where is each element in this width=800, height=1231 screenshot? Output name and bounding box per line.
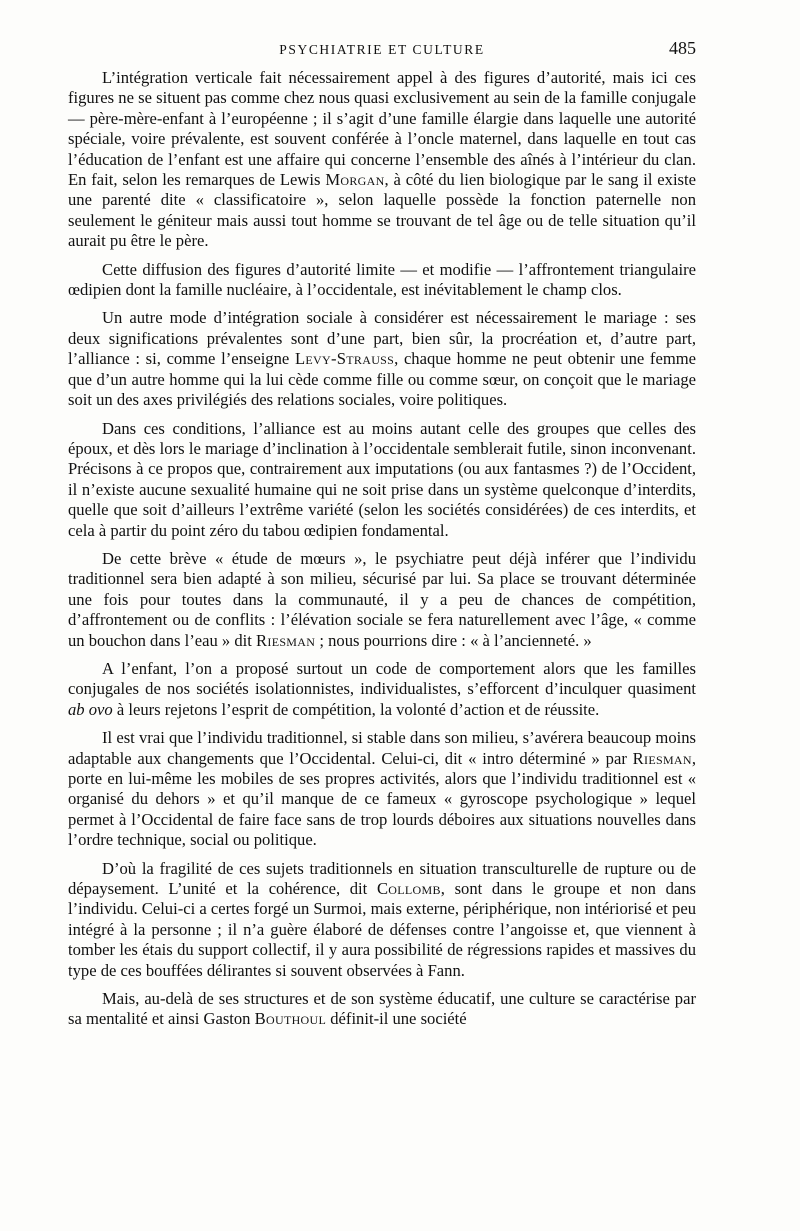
text-run: Cette diffusion des figures d’autorité limite — et modifie — l’affrontement triangulaire œdipien dont la famille nucléaire, à l’occidentale, est inévitablement le champ clos. [68, 259, 696, 300]
text-run: Il est vrai que l’individu traditionnel, si stable dans son milieu, s’avérera beaucoup moins adaptable aux changements que l’Occidental. Celui-ci, dit « intro déterminé » par [68, 728, 696, 768]
text-run: ; nous pourrions dire : « à l’ancienneté. » [315, 630, 592, 650]
page-number: 485 [669, 38, 696, 58]
text-run: A l’enfant, l’on a proposé surtout un code de comportement alors que les familles conjugales de nos sociétés isolationnistes, individualistes, s’efforcent d’inculquer quasiment [68, 658, 696, 699]
paragraph [68, 308, 696, 410]
author-name: Riesman [256, 630, 316, 650]
paragraph [68, 419, 696, 541]
body-text [68, 68, 696, 1030]
author-name: Levy-Strauss [294, 349, 395, 369]
text-run: , chaque homme ne peut obtenir une femme que d’un autre homme qui la lui cède comme fille ou comme sœur, on conçoit que le mariage soit un des axes privilégiés des relations sociales, voire politiques. [68, 349, 696, 410]
author-name: Collomb [376, 879, 441, 899]
text-run: définit-il une société [326, 1009, 467, 1029]
running-title: PSYCHIATRIE ET CULTURE [279, 42, 485, 57]
text-run: D’où la fragilité de ces sujets traditionnels en situation transculturelle de rupture ou de dépaysement. L’unité et la cohérence, dit [68, 858, 696, 899]
paragraph [68, 728, 696, 850]
text-run: L’intégration verticale fait nécessairement appel à des figures d’autorité, mais ici ces figures ne se situent pas comme chez nous quasi exclusivement au sein de la famille conjugale — père-mère-enfant à l’européenne ; il s’agit d’une famille élargie dans laquelle une autorité spéciale, voire prévalente, est souvent conférée à l’oncle maternel, dans laquelle en tout cas l’éducation de l’enfant est une affaire qui concerne l’ensemble des aînés à l’intérieur du clan. En fait, selon les remarques de Lewis [68, 68, 696, 190]
paragraph [68, 68, 696, 252]
text-run: , porte en lui-même les mobiles de ses propres activités, alors que l’individu traditionnel est « organisé du dehors » et qu’il manque de ce fameux « gyroscope psychologique » lequel permet à l’Occidental de faire face sans de trop lourds déboires aux situations nouvelles dans l’ordre technique, social ou politique. [68, 748, 696, 850]
text-run: à leurs rejetons l’esprit de compétition, la volonté d’action et de réussite. [112, 699, 600, 719]
author-name: Riesman [632, 748, 692, 768]
author-name: Bouthoul [254, 1009, 327, 1029]
author-name: Morgan [325, 170, 385, 190]
running-head [68, 36, 696, 62]
text-run: Dans ces conditions, l’alliance est au moins autant celle des groupes que celles des époux, et dès lors le mariage d’inclination à l’occidentale semblerait futile, sinon inconvenant. Précisons à ce propos que, contrairement aux imputations (ou aux fantasmes ?) de l’Occident, il n’existe aucune sexualité humaine qui ne soit prise dans un système quelconque d’interdits, quelle que soit d’ailleurs l’extrême variété (selon les sociétés considérées) de ces interdits, et cela à partir du point zéro du tabou œdipien fondamental. [68, 418, 696, 540]
text-run: De cette brève « étude de mœurs », le psychiatre peut déjà inférer que l’individu traditionnel sera bien adapté à son milieu, sécurisé par lui. Sa place se trouvant déterminée une fois pour toutes dans la communauté, il y a peu de chances de compétition, d’affrontement ou de conflits : l’élévation sociale se fera naturellement avec l’âge, « comme un bouchon dans l’eau » dit [68, 548, 696, 650]
paragraph [68, 859, 696, 981]
text-run: , sont dans le groupe et non dans l’individu. Celui-ci a certes forgé un Surmoi, mais externe, périphérique, non intériorisé et peu intégré à la personne ; il n’a guère élaboré de défenses contre l’angoisse et, que viennent à tomber les étais du support collectif, il y aura possibilité de régressions rapides et massives du type de ces bouffées délirantes si souvent observées à Fann. [68, 879, 696, 980]
text-run: Mais, au-delà de ses structures et de son système éducatif, une culture se caractérise par sa mentalité et ainsi Gaston [68, 989, 696, 1029]
text-run: Un autre mode d’intégration sociale à considérer est nécessairement le mariage : ses deux significations prévalentes sont d’une part, bien sûr, la procréation et, d’autre part, l’alliance : si, comme l’enseigne [68, 308, 696, 369]
text-run: , à côté du lien biologique par le sang il existe une parenté dite « classificatoire », selon laquelle possède la fonction paternelle non seulement le géniteur mais aussi tout homme se trouvant de tel âge ou de telle situation qu’il aurait pu être le père. [68, 170, 696, 251]
paragraph [68, 659, 696, 720]
italic-phrase: ab ovo [68, 699, 113, 719]
paragraph [68, 549, 696, 651]
paragraph [68, 989, 696, 1030]
paragraph [68, 260, 696, 301]
book-page [68, 36, 696, 1038]
